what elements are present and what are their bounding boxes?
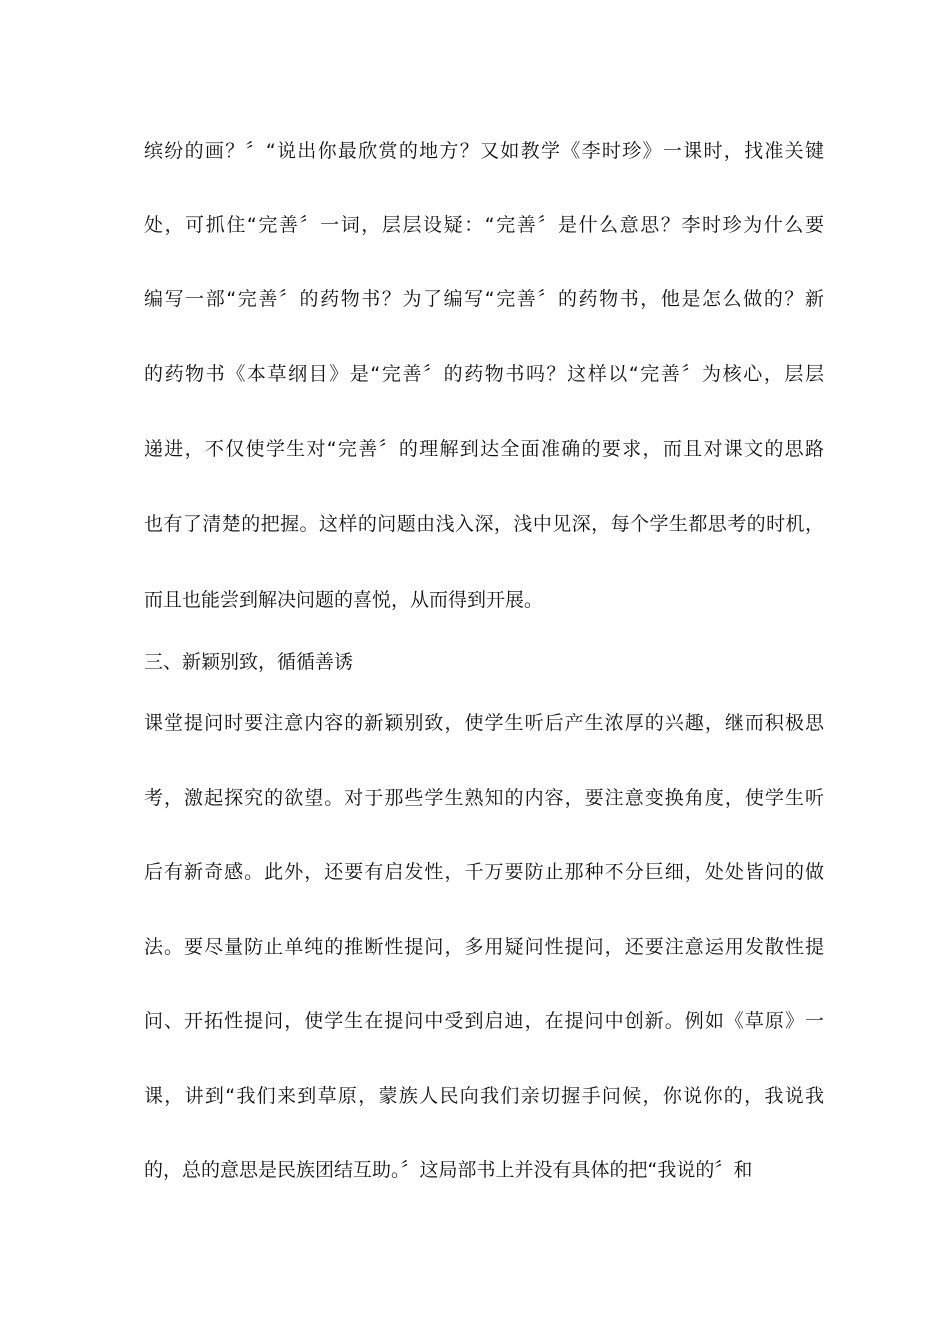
paragraph-1-line-6: 也有了清楚的把握。这样的问题由浅入深，浅中见深，每个学生都思考的时机， <box>144 513 824 535</box>
paragraph-2-line-1: 课堂提问时要注意内容的新颖别致，使学生听后产生浓厚的兴趣，继而积极思 <box>144 712 824 734</box>
paragraph-1-line-2: 处，可抓住“完善〞一词，层层设疑：“完善〞是什么意思？李时珍为什么要 <box>144 214 824 236</box>
paragraph-1-line-1: 缤纷的画？〞“说出你最欣赏的地方？又如教学《李时珍》一课时，找准关键 <box>144 140 824 162</box>
paragraph-1-line-3: 编写一部“完善〞的药物书？为了编写“完善〞的药物书，他是怎么做的？新 <box>144 288 824 310</box>
paragraph-1-line-4: 的药物书《本草纲目》是“完善〞的药物书吗？这样以“完善〞为核心，层层 <box>144 363 824 385</box>
paragraph-2-line-2: 考，激起探究的欲望。对于那些学生熟知的内容，要注意变换角度，使学生听 <box>144 787 824 809</box>
paragraph-2-line-7: 的，总的意思是民族团结互助。〞这局部书上并没有具体的把“我说的〞和 <box>144 1159 753 1181</box>
paragraph-1-line-7: 而且也能尝到解决问题的喜悦，从而得到开展。 <box>144 589 544 611</box>
paragraph-2-line-4: 法。要尽量防止单纯的推断性提问，多用疑问性提问，还要注意运用发散性提 <box>144 936 824 958</box>
section-heading: 三、新颖别致，循循善诱 <box>144 651 354 673</box>
paragraph-1-line-5: 递进，不仅使学生对“完善〞的理解到达全面准确的要求，而且对课文的思路 <box>144 438 824 460</box>
paragraph-2-line-5: 问、开拓性提问，使学生在提问中受到启迪，在提问中创新。例如《草原》一 <box>144 1010 824 1032</box>
paragraph-2-line-3: 后有新奇感。此外，还要有启发性，千万要防止那种不分巨细，处处皆问的做 <box>144 861 824 883</box>
paragraph-2-line-6: 课，讲到“我们来到草原，蒙族人民向我们亲切握手问候，你说你的，我说我 <box>144 1085 824 1107</box>
